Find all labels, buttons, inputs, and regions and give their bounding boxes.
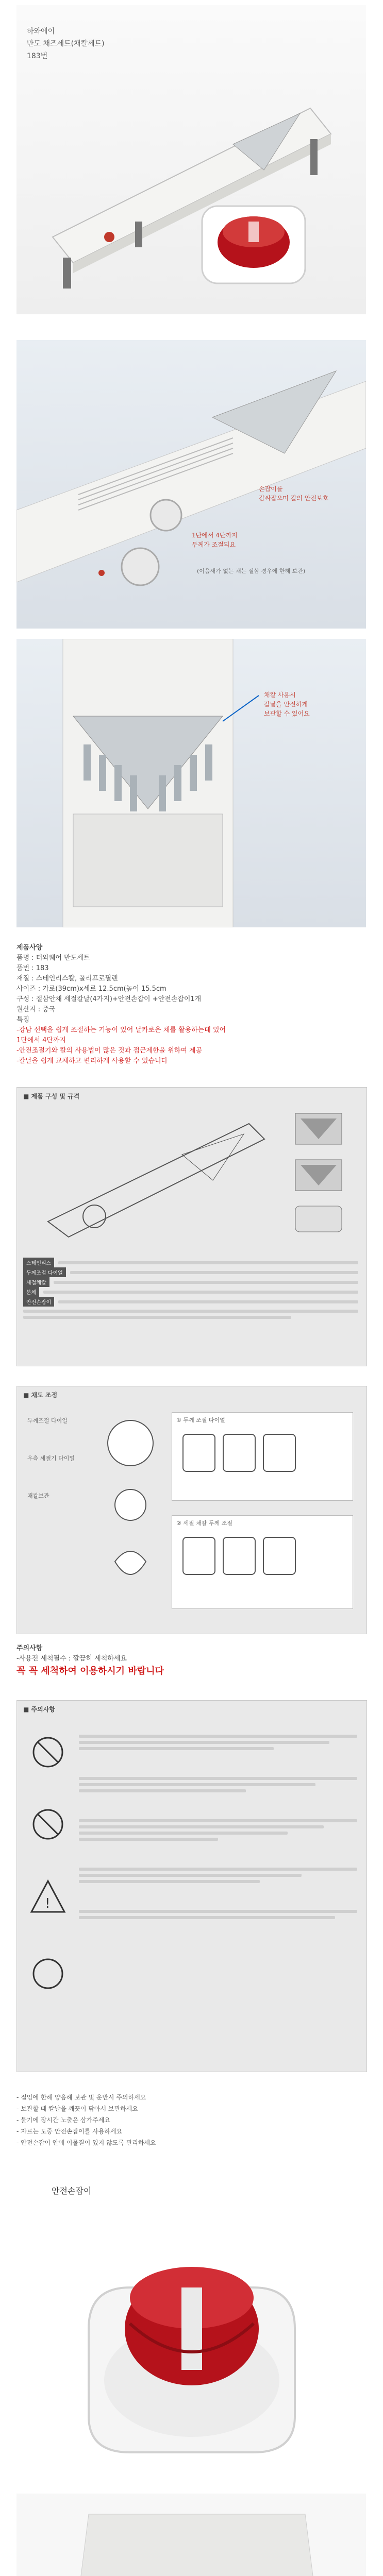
manual2-left-2: 채칼보관 [27, 1493, 49, 1499]
manual1-item-1: 두께조절 다이얼 [23, 1267, 66, 1277]
dial-label-3: 1단에서 4단까지 [192, 532, 238, 539]
spec-line-origin: 원산지 : 중국 [16, 1006, 56, 1013]
caution-heading: 주의사항 [16, 1645, 43, 1652]
manual2-right-1: ② 세절 채칼 두께 조절 [176, 1520, 232, 1527]
svg-text:!: ! [45, 1896, 51, 1911]
caution-line: -사용전 세척필수 : 깔끔히 세척하세요 [16, 1655, 127, 1663]
blade-guard-illustration [16, 2494, 366, 2576]
hero-product-name: 만도 채즈세트(채칼세트) [27, 40, 105, 48]
dial-closeup-photo [16, 340, 366, 629]
spec-block [16, 943, 366, 1066]
manual1-item-4: 안전손잡이 [23, 1297, 54, 1307]
manual2-left-1: 우측 세절기 다이얼 [27, 1455, 75, 1462]
spec-red-3: -안전조절기와 칼의 사용법이 많은 것과 접근제한을 위하여 제공 [16, 1047, 203, 1055]
note-3: - 자르는 도중 안전손잡이를 사용하세요 [16, 2128, 123, 2135]
warning-icons [27, 1732, 69, 2041]
blade-label-1: 채칼 사용시 [264, 691, 296, 699]
manual1-item-2: 세절채칼 [23, 1277, 49, 1287]
blade-guard-photo [16, 2494, 366, 2576]
spec-line-number: 품번 : 183 [16, 964, 49, 972]
manual-adjustment [16, 1386, 367, 1634]
blade-closeup-illustration [16, 639, 366, 927]
blade-closeup-photo [16, 639, 366, 927]
hero-product-number: 183번 [27, 52, 48, 60]
note-1: - 보관할 때 칼날을 깨끗이 닦아서 보관하세요 [16, 2105, 138, 2112]
manual1-item-3: 본체 [23, 1287, 39, 1297]
blade-label-3: 보관할 수 있어요 [264, 710, 310, 717]
spec-line-composition: 구성 : 절삼안채 세절칼날(4가지)+안전손잡이 +안전손잡이1개 [16, 995, 202, 1003]
dial-label-4: 두께가 조절되요 [192, 541, 236, 548]
spec-red-1: -강남 선택을 쉽게 조절하는 기능이 있어 날카로운 채를 활용하는데 있어 [16, 1026, 226, 1034]
dial-label-1: 손잡이를 [259, 485, 283, 493]
manual2-left-0: 두께조절 다이얼 [27, 1417, 68, 1424]
manual-adjustment-title: ■ 채도 조정 [23, 1392, 58, 1399]
note-2: - 물기에 장시간 노출은 삼가주세요 [16, 2116, 110, 2124]
spec-line-features: 특징 [16, 1016, 30, 1024]
dial-label-2: 감싸잡으며 칼의 안전보호 [259, 495, 329, 502]
mandoline-illustration [32, 67, 352, 304]
safety-guard-photo [16, 2215, 366, 2473]
spec-heading: 제품사양 [16, 944, 43, 952]
notes-block [16, 2092, 366, 2148]
spec-line-material: 재질 : 스테인리스칼, 폴리프로필렌 [16, 975, 118, 982]
spec-line-size: 사이즈 : 가로(39cm)x세로 12.5cm(높이 15.5cm [16, 985, 166, 993]
blade-label-2: 칼날을 안전하게 [264, 701, 308, 708]
manual2-dial-diagram [99, 1412, 161, 1608]
note-0: - 절임에 한해 양음해 보관 및 운반시 주의하세요 [16, 2094, 146, 2101]
caution-block [16, 1643, 366, 1679]
manual1-item-0: 스테인리스 [23, 1258, 54, 1267]
spec-red-2: 1단에서 4단까지 [16, 1037, 66, 1044]
manual2-right-0: ① 두께 조절 다이얼 [176, 1417, 225, 1423]
hero-photo [16, 5, 366, 314]
manual-warnings [16, 1700, 367, 2072]
safety-guard-illustration [58, 2226, 326, 2468]
spec-red-4: -칼날을 쉽게 교체하고 편리하게 사용할 수 있습니다 [16, 1057, 168, 1065]
caution-red: 꼭 꼭 세척하여 이용하시기 바랍니다 [16, 1666, 164, 1676]
spec-line-name: 품명 : 터와웨어 만도세트 [16, 954, 90, 962]
safety-guard-title: 안전손잡이 [52, 2186, 92, 2196]
manual-components-diagram [27, 1103, 357, 1247]
note-4: - 안전손잡이 안에 이물질이 있지 않도록 관리하세요 [16, 2139, 156, 2146]
manual-warnings-title: ■ 주의사항 [23, 1706, 55, 1713]
dial-note: (이음새가 없는 채는 절삼 경우에 한해 보관) [197, 568, 306, 574]
manual-components [16, 1087, 367, 1366]
manual-components-title: ■ 제품 구성 및 규격 [23, 1093, 80, 1100]
hero-brand: 하와에이 [27, 27, 55, 36]
